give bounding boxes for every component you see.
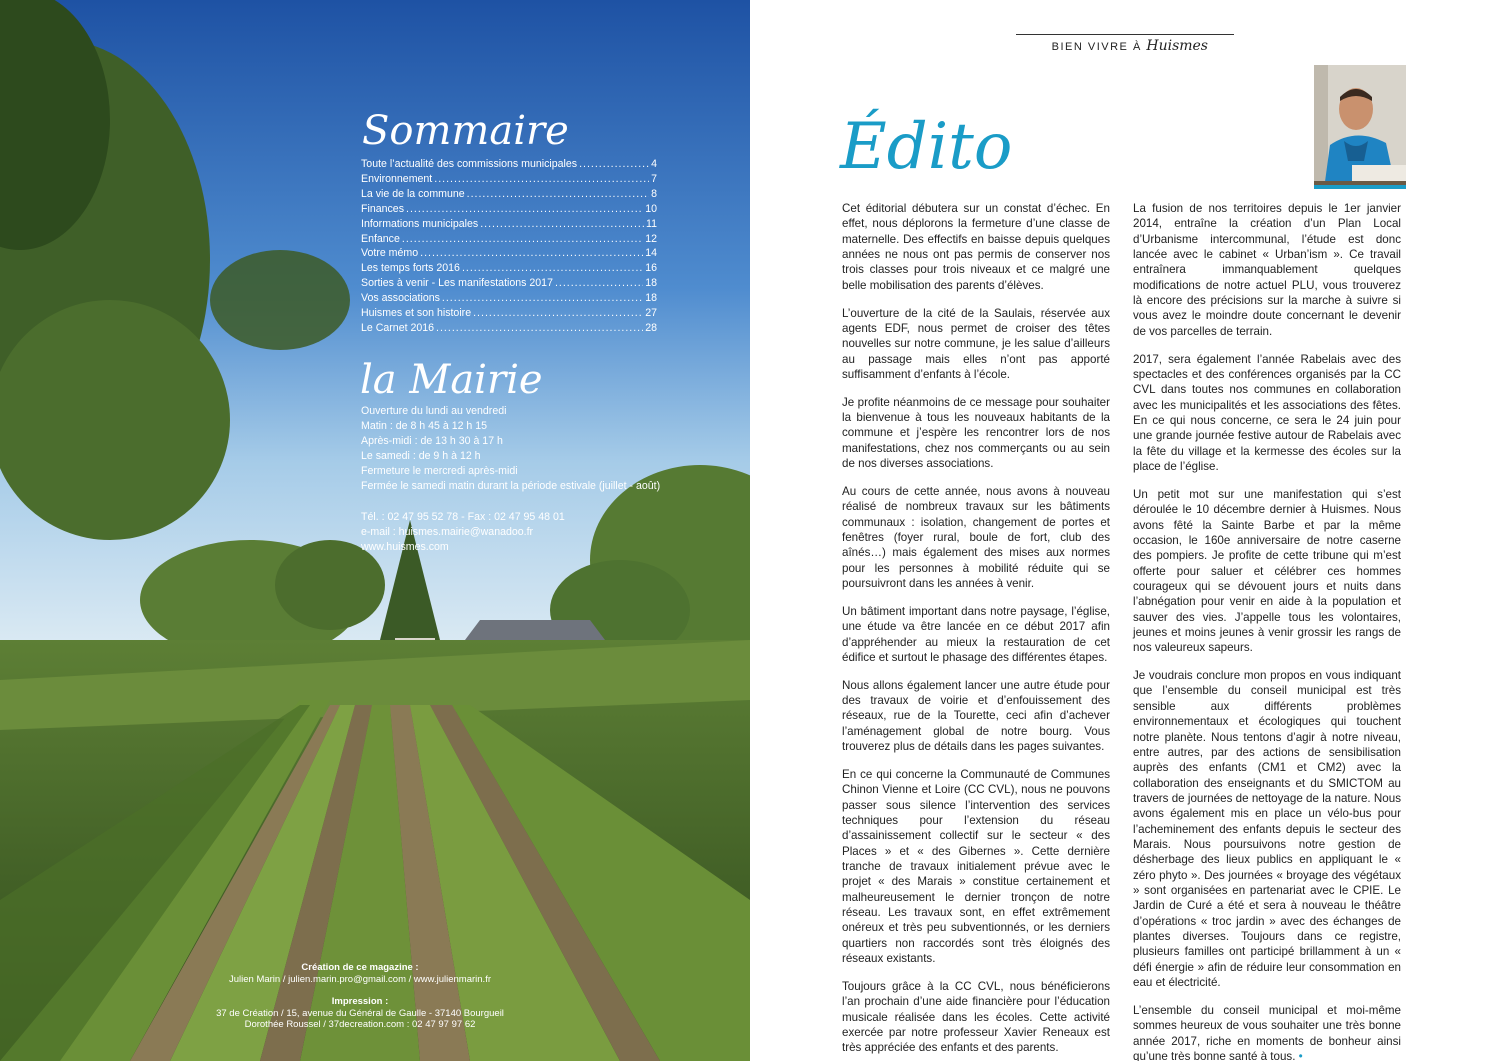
hours-line: Le samedi : de 9 h à 12 h — [361, 449, 481, 462]
credits — [180, 962, 540, 1031]
photo-accent-bar — [1314, 185, 1406, 189]
edito-column-1 — [842, 201, 1110, 1061]
creation-text: Julien Marin / julien.marin.pro@gmail.com / www.julienmarin.fr — [228, 973, 491, 985]
page-header — [1016, 34, 1234, 57]
edito-paragraph-final: L’ensemble du conseil municipal et moi-même sommes heureux de vous souhaiter une très bonne année 2017, riche en moments de bonheur ainsi qu’une très bonne santé à tous. • — [1133, 1003, 1401, 1061]
creation-title: Création de ce magazine : — [301, 962, 419, 973]
sommaire-title: Sommaire — [362, 108, 569, 154]
edito-paragraph: Nous allons également lancer une autre étude pour des travaux de voirie et d’enfouissement des réseaux, rue de la Tourette, ceci afin d’achever l’aménagement global de notre bourg. Vous trouverez plus de détails dans les pages suivantes. — [842, 678, 1110, 754]
toc-item[interactable]: Vos associations ..... 18 — [361, 291, 657, 306]
toc-item[interactable]: Environnement ..... 7 — [361, 172, 657, 187]
toc-item[interactable]: Huismes et son histoire ..... 27 — [361, 306, 657, 321]
toc-item[interactable]: La vie de la commune ..... 8 — [361, 187, 657, 202]
toc-item[interactable]: Les temps forts 2016 ..... 16 — [361, 261, 657, 276]
edito-paragraph: L’ouverture de la cité de la Saulais, réservée aux agents EDF, nous permet de croiser des têtes nouvelles sur notre commune, je les salue d’ailleurs au passage mais elles n’ont pas apporté suffisamment d’enfants à l’école. — [842, 306, 1110, 381]
edito-paragraph: En ce qui concerne la Communauté de Communes Chinon Vienne et Loire (CC CVL), nous ne pouvons passer sous silence l’intervention des services techniques pour l’extension du réseau d’assainissement collectif sur le secteur « des Places » et « des Gibernes ». Cette dernière tranche de travaux initialement prévue avec le projet « des Marais » constitue certainement et malheureusement le dernier tronçon de notre réseau. Les travaux sont, en effet extrêmement onéreux et très peu subventionnés, or les derniers quartiers non raccordés sont très éloignés des réseaux existants. — [842, 768, 1110, 966]
edito-paragraph: La fusion de nos territoires depuis le 1er janvier 2014, entraîne la création d’un Plan Local d’Urbanisme intercommunal, l’étude est donc lancée avec le cabinet « Urban’ism ». Ce travail entraînera immanquablement quelques modifications de notre actuel PLU, vous trouverez là encore des précisions sur la marche à suivre si vous avez le moindre doute concernant le devenir de vos parcelles de terrain. — [1133, 202, 1401, 338]
phone-fax: Tél. : 02 47 95 52 78 - Fax : 02 47 95 48 01 — [361, 511, 565, 523]
hours-line: Après-midi : de 13 h 30 à 17 h — [361, 434, 503, 447]
print-line: 37 de Création / 15, avenue du Général de Gaulle - 37140 Bourgueil — [216, 1007, 504, 1019]
edito-paragraph: Au cours de cette année, nous avons à nouveau réalisé de nombreux travaux sur les bâtiments communaux : isolation, changement de portes et fenêtres (foyer rural, boule de fort, club des aînés…) mais également des mises aux normes pour les personnes à mobilité réduite qui se poursuivront dans les années à venir. — [842, 485, 1110, 591]
edito-paragraph: Un petit mot sur une manifestation qui s’est déroulée le 10 décembre dernier à Huismes. Nous avons fêté la Sainte Barbe et par la même occasion, le 160e anniversaire de notre caserne des pompiers. Je profite de cette tribune qui m’est offerte pour saluer et célébrer ces hommes courageux qui se dévouent jours et nuits dans l’abnégation pour venir en aide à la population et sauver des vies. J’appelle tous les volontaires, jeunes et moins jeunes à venir grossir les rangs de nos valeureux sapeurs. — [1133, 487, 1401, 655]
edito-paragraph: Cet éditorial débutera sur un constat d’échec. En effet, nous déplorons la fermeture d’une classe de maternelle. Des effectifs en baisse depuis quelques années ne nous ont pas permis de conserver nos trois classes pour trois niveaux et ce malgré une belle mobilisation des parents d’élèves. — [842, 202, 1110, 292]
hours-line: Fermée le samedi matin durant la période estivale (juillet - août) — [361, 479, 661, 492]
edito-column-2 — [1133, 201, 1401, 1061]
hours-line: Matin : de 8 h 45 à 12 h 15 — [361, 419, 488, 432]
toc-item[interactable]: Enfance ..... 12 — [361, 232, 657, 247]
opening-hours — [361, 404, 660, 493]
toc-item[interactable]: Finances ..... 10 — [361, 202, 657, 217]
toc-item[interactable]: Le Carnet 2016 ..... 28 — [361, 321, 657, 336]
header-prefix: BIEN VIVRE À — [1051, 41, 1142, 53]
mayor-portrait-photo — [1314, 65, 1406, 189]
header-town-name: Huismes — [1146, 38, 1208, 54]
edito-paragraph: Je voudrais conclure mon propos en vous indiquant que l’ensemble du conseil municipal est très sensible aux différents problèmes environnementaux et écologiques qui touchent notre planète. Nous tentons d’agir à notre niveau, entre autres, par des actions de sensibilisation auprès des enfants (CM1 et CM2) avec la collaboration des enseignants et du SMICTOM au travers de journées de nettoyage de la nature. Nous avons également mis en place un vélo-bus pour l’acheminement des enfants depuis le secteur des Marais. Nous poursuivons notre gestion de désherbage des lieux publics en appliquant le « zéro phyto ». Des journées « broyage des végétaux » sont organisées en partenariat avec le CPIE. Le Jardin de Curé a été et sera à nouveau le théâtre d’opérations « troc jardin » avec des échanges de plantes diverses. Toujours dans ce registre, plusieurs familles ont participé brillamment à un « défi énergie » afin de réduire leur consommation en eau et électricité. — [1133, 669, 1401, 989]
toc-item[interactable]: Sorties à venir - Les manifestations 2017 ..... 18 — [361, 276, 657, 291]
edito-paragraph: Je profite néanmoins de ce message pour souhaiter la bienvenue à tous les nouveaux habitants de la commune et j’espère les rencontrer lors de nos manifestations, chez nos commerçants ou au sein de nos diverses associations. — [842, 395, 1110, 471]
email-link[interactable]: e-mail : huismes.mairie@wanadoo.fr — [361, 525, 534, 538]
toc-item[interactable]: Toute l’actualité des commissions municipales ..... 4 — [361, 157, 657, 172]
edito-paragraph: Un bâtiment important dans notre paysage, l’église, une étude va être lancée en ce début 2017 afin d’appréhender au mieux la restauration de cet édifice et surtout le phasage des différentes étapes. — [842, 604, 1110, 664]
toc-item[interactable]: Votre mémo ..... 14 — [361, 246, 657, 261]
print-title: Impression : — [331, 996, 389, 1008]
closing-bullet: • — [1298, 1049, 1303, 1061]
mairie-title: la Mairie — [360, 357, 543, 403]
hours-line: Ouverture du lundi au vendredi — [361, 405, 507, 417]
portrait-image — [1314, 65, 1406, 189]
print-line: Dorothée Roussel / 37decreation.com : 02 47 97 97 62 — [244, 1019, 476, 1031]
mairie-contact — [361, 510, 565, 555]
table-of-contents — [361, 157, 657, 336]
right-page-edito — [750, 0, 1500, 1061]
website-link[interactable]: www.huismes.com — [361, 540, 449, 553]
edito-title: Édito — [840, 110, 1013, 184]
edito-paragraph: 2017, sera également l’année Rabelais avec des spectacles et des conférences organisés par la CC CVL dans toutes nos communes en collaboration avec les municipalités et les associations des fêtes. En ce qui nous concerne, ce sera le 24 juin pour une grande journée festive autour de Rabelais avec la fête du village et la kermesse des écoles sur la place de l’église. — [1133, 352, 1401, 473]
toc-item[interactable]: Informations municipales ..... 11 — [361, 217, 657, 232]
edito-paragraph: Toujours grâce à la CC CVL, nous bénéficierons l’an prochain d’une aide financière pour l’éducation musicale réalisée dans les écoles. Cette activité exercée par notre professeur Xavier Reneaux est très appréciée des enfants et des parents. — [842, 979, 1110, 1055]
hours-line: Fermeture le mercredi après-midi — [361, 464, 518, 477]
